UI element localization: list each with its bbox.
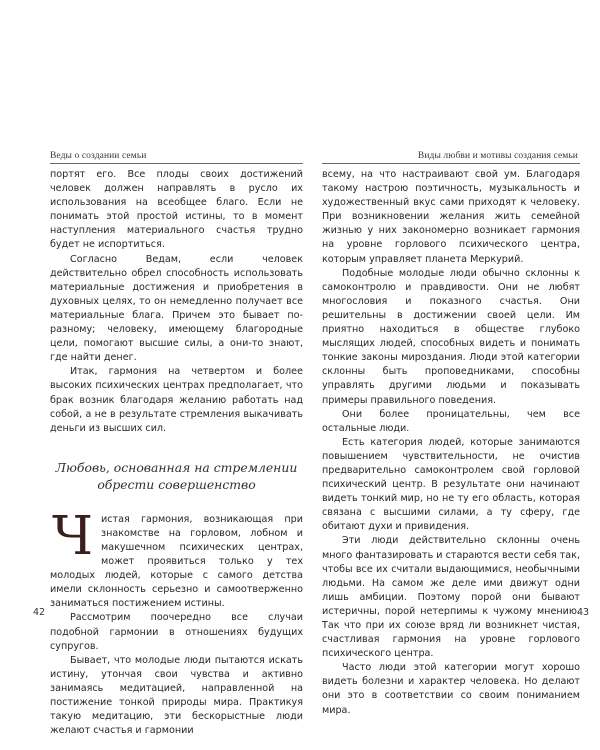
dropcap-paragraph-text: истая гармония, возникающая при знакомстве на горловом, лобном и макушечном психических центрах, может проявиться только у тех молодых людей, которые с самого детства имели склонность серьезно и самоотверженно заниматься постижением истины. — [50, 513, 303, 610]
paragraph: Согласно Ведам, если человек действительно обрел способность использовать материальные достижения и приобретения в духовных целях, то он немедленно получает все материальные блага. Причем это бывает по-разному; человеку, имеющему благородные цели, помогают высшие силы, а они-то знают, где найти денег. — [50, 253, 303, 364]
paragraph: Эти люди действительно склонны очень много фантазировать и стараются вести себя так, чтобы все их считали выдающимися, необычными людьми. На самом же деле ими движут одни лишь амбиции. Поэтому порой они бывают истеричны, порой нетерпимы к чужому мнению. Так что при их союзе вряд ли возникнет чистая, счастливая гармония на уровне горлового психического центра. — [322, 535, 580, 660]
paragraph: Бывает, что молодые люди пытаются искать истину, утончая свои чувства и активно занимаясь медитацией, направленной на постижение тонкой природы мира. Практикуя такую медитацию, эти бескорыстные люди желают счастья и гармонии — [50, 654, 303, 737]
page-body — [50, 168, 303, 738]
header-rule — [50, 163, 303, 164]
paragraph: всему, на что настраивают свой ум. Благодаря такому настрою поэтичность, музыкальность и художественный вкус сами приходят к человеку. При возникновении желания жить семейной жизнью у них закономерно возникает гармония на уровне горлового психического центра, которым управляет планета Меркурий. — [322, 169, 580, 265]
section-heading: Любовь, основанная на стремлении обрести совершенство — [55, 459, 298, 492]
paragraph: портят его. Все плоды своих достижений человек должен направлять в русло их использования на всеобщее благо. Если не понимать этой простой истины, то в момент наступления материального счастья трудно будет не испортиться. — [50, 169, 303, 251]
paragraph: Рассмотрим поочередно все случаи подобной гармонии в отношениях будущих супругов. — [50, 612, 303, 652]
dropcap-letter: Ч — [52, 505, 93, 567]
page-number: 43 — [577, 607, 590, 618]
header-rule — [322, 163, 580, 164]
paragraph: Они более проницательны, чем все остальные люди. — [322, 408, 580, 434]
paragraph: Подобные молодые люди обычно склонны к самоконтролю и правдивости. Они не любят многословия и показного счастья. Они решительны в достижении своей цели. Им приятно находиться в обществе глубоко мыслящих людей, способных видеть и понимать тонкие законы мироздания. Люди этой категории склонны быть проповедниками, способны управлять другими людьми и показывать примеры правильного поведения. — [322, 267, 580, 406]
paragraph: Часто люди этой категории могут хорошо видеть болезни и характер человека. Но делают они это в соответствии со своим пониманием мира. — [322, 662, 580, 716]
paragraph: Итак, гармония на четвертом и более высоких психических центрах предполагает, что брак возник благодаря желанию работать над собой, а не в результате стремления выкачивать деньги из высших сил. — [50, 366, 303, 434]
running-head: Веды о создании семьи — [50, 151, 147, 161]
right-page — [300, 0, 600, 750]
dropcap-paragraph — [50, 505, 303, 612]
page-number: 42 — [33, 607, 46, 618]
page-body — [322, 168, 580, 718]
running-head: Виды любви и мотивы создания семьи — [417, 151, 578, 161]
paragraph: Есть категория людей, которые занимаются повышением чувствительности, не очистив предварительно самоконтролем свой горловой психический центр. В результате они начинают видеть тонкий мир, но не ту его область, которая связана с высшими силами, а ту сферу, где обитают духи и привидения. — [322, 436, 580, 533]
